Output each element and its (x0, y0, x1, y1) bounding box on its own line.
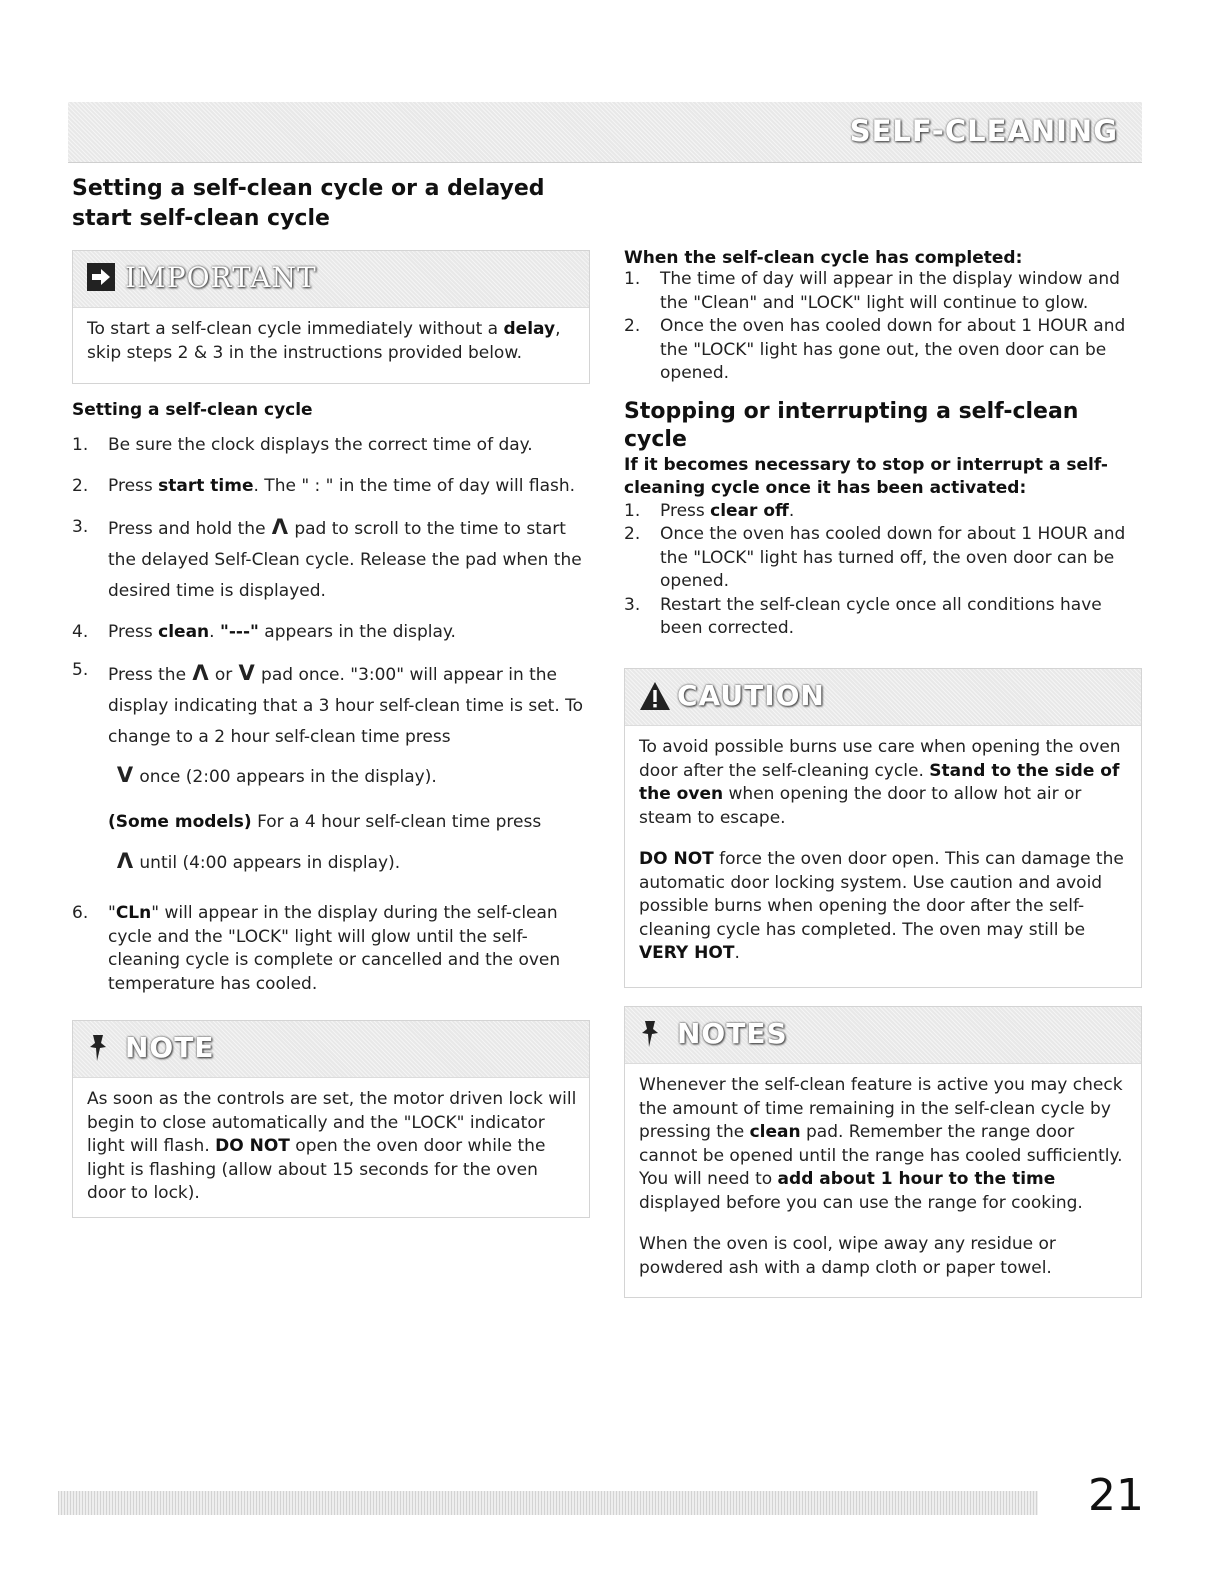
main-heading-line2: start self-clean cycle (72, 206, 330, 231)
caution-body (625, 726, 1141, 976)
step-text-post: appears in the display. (258, 622, 456, 642)
step5-up-text: until (4:00 appears in display). (134, 853, 401, 873)
warning-icon (639, 681, 671, 711)
step5-models-text: For a 4 hour self-clean time press (251, 812, 542, 832)
some-models-label: (Some models) (108, 812, 252, 832)
notes-p1-bold2: add about 1 hour to the time (777, 1169, 1056, 1189)
important-text (87, 318, 577, 365)
caution-paragraph-2 (639, 848, 1129, 966)
stopping-step-2 (624, 523, 1140, 594)
dashes-label: "---" (219, 622, 259, 642)
caution-p2-end: . (734, 943, 740, 963)
note-text-post: open the oven door while the light is flashing (allow about 15 seconds for the oven door to lock). (87, 1136, 546, 1203)
start-time-label: start time (158, 476, 254, 496)
step5-down-text: once (2:00 appears in the display). (134, 767, 437, 787)
step-number: 3. (72, 517, 89, 537)
right-column (624, 248, 1140, 641)
pushpin-icon (87, 1033, 111, 1063)
step-number: 4. (72, 622, 89, 642)
setting-step-5 (72, 658, 588, 876)
important-header (73, 251, 589, 308)
step-text-pre: " (108, 903, 116, 923)
setting-step-4 (72, 617, 588, 648)
important-box (72, 250, 590, 384)
caution-title: CAUTION (677, 679, 825, 712)
caution-paragraph-1 (639, 736, 1129, 830)
step5-down-line (108, 763, 588, 790)
step-text-pre: Press and hold the (108, 519, 271, 539)
stopping-step-1 (624, 500, 1140, 524)
caution-p1-post: when opening the door to allow hot air or steam to escape. (639, 784, 1082, 828)
setting-heading: Setting a self-clean cycle (72, 400, 313, 420)
main-heading-line1: Setting a self-clean cycle or a delayed (72, 176, 545, 201)
caution-p2-bold: DO NOT (639, 849, 714, 869)
note-body (73, 1078, 589, 1216)
step-number: 1. (624, 500, 641, 521)
setting-step-1 (72, 430, 588, 461)
step-text-pre: Press (108, 476, 159, 496)
notes-p1-post: displayed before you can use the range for cooking. (639, 1192, 1083, 1213)
up-arrow-icon: Λ (271, 515, 289, 539)
notes-p1-pre: Whenever the self-clean feature is active you may check the amount of time remaining in the self-clean cycle by pressing the (639, 1075, 1123, 1142)
step-text-post: pad to scroll to the time to start the delayed Self-Clean cycle. Release the pad when the desired time is displayed. (108, 519, 582, 601)
clear-off-label: clear off (710, 500, 789, 521)
notes-box (624, 1006, 1142, 1298)
setting-step-6 (72, 902, 588, 996)
caution-p1-pre: To avoid possible burns use care when opening the oven door after the self-cleaning cycle. (639, 737, 1121, 781)
important-text-post: , skip steps 2 & 3 in the instructions provided below. (87, 319, 561, 363)
step-text-post: . (788, 500, 795, 521)
step-text-post: pad once. "3:00" will appear in the display indicating that a 3 hour self-clean time is set. To change to a 2 hour self-clean time press (108, 665, 584, 747)
step-number: 6. (72, 903, 89, 923)
completed-step-2 (624, 315, 1140, 386)
notes-paragraph-1 (639, 1074, 1129, 1215)
completed-step-1 (624, 268, 1140, 315)
caution-p2-text: force the oven door open. This can damage the automatic door locking system. Use caution and avoid possible burns when opening the door after the self-cleaning cycle has completed. The oven may still be (639, 849, 1124, 940)
caution-p1-bold: Stand to the side of the oven (639, 760, 1120, 804)
setting-step-3 (72, 512, 588, 607)
notes-paragraph-2: When the oven is cool, wipe away any residue or powdered ash with a damp cloth or paper towel. (639, 1234, 1056, 1278)
step-text-post: " will appear in the display during the self-clean cycle and the "LOCK" light will glow until the self-cleaning cycle is complete or cancelled and the oven temperature has cooled. (108, 903, 561, 994)
note-text (87, 1088, 577, 1206)
down-arrow-icon: V (238, 661, 255, 685)
main-heading (72, 174, 592, 234)
step5-main (108, 658, 588, 753)
note-text-bold: DO NOT (215, 1136, 290, 1156)
step-text: The time of day will appear in the display window and the "Clean" and "LOCK" light will continue to glow. (660, 269, 1120, 313)
notes-header (625, 1007, 1141, 1064)
cln-label: CLn (115, 903, 152, 923)
setting-section (72, 400, 588, 1006)
footer-band (58, 1491, 1038, 1515)
notes-p1-mid: pad. Remember the range door cannot be opened until the range has cooled sufficiently. You will need to (639, 1122, 1123, 1189)
step-number: 2. (624, 524, 641, 544)
caution-header (625, 669, 1141, 726)
step-text-post: . The " : " in the time of day will flash. (253, 476, 576, 496)
important-body (73, 308, 589, 375)
step-number: 1. (624, 269, 641, 289)
page-number: 21 (1088, 1470, 1144, 1521)
stopping-subheading: If it becomes necessary to stop or interrupt a self-cleaning cycle once it has been activated: (624, 454, 1108, 498)
setting-step-2 (72, 471, 588, 502)
note-box (72, 1020, 590, 1218)
step-number: 1. (72, 435, 89, 455)
step-text: Restart the self-clean cycle once all conditions have been corrected. (660, 594, 1102, 638)
step5-up-line (108, 849, 588, 876)
important-title: IMPORTANT (125, 261, 317, 294)
notes-p1-bold: clean (749, 1122, 801, 1142)
caution-p2-bold2: VERY HOT (639, 943, 735, 963)
notes-body (625, 1064, 1141, 1290)
step-text-or: or (209, 665, 238, 685)
step-text: Once the oven has cooled down for about 1 HOUR and the "LOCK" light has turned off, the oven door can be opened. (660, 524, 1126, 591)
step5-models-line (108, 810, 588, 835)
section-title: SELF-CLEANING (849, 114, 1118, 148)
notes-title: NOTES (677, 1017, 788, 1050)
step-number: 5. (72, 660, 89, 680)
step-text-mid: . (209, 622, 220, 642)
step-number: 2. (72, 476, 89, 496)
pushpin-icon (639, 1019, 663, 1049)
header-band (68, 102, 1142, 163)
stopping-heading: Stopping or interrupting a self-clean cycle (624, 398, 1079, 452)
step-text-pre: Press the (108, 665, 192, 685)
step-text-pre: Press (108, 622, 159, 642)
step-text-pre: Press (660, 500, 711, 521)
note-text-pre: As soon as the controls are set, the motor driven lock will begin to close automatically and the "LOCK" indicator light will flash. (87, 1089, 577, 1156)
step-text: Once the oven has cooled down for about 1 HOUR and the "LOCK" light has gone out, the oven door can be opened. (660, 316, 1126, 383)
step-number: 2. (624, 316, 641, 336)
up-arrow-icon: Λ (192, 661, 209, 685)
important-text-bold: delay (503, 319, 556, 339)
up-arrow-icon: Λ (116, 849, 134, 873)
arrow-right-icon (87, 263, 115, 291)
caution-box (624, 668, 1142, 988)
step-number: 3. (624, 594, 641, 615)
note-header (73, 1021, 589, 1078)
completed-heading: When the self-clean cycle has completed: (624, 248, 1023, 268)
stopping-step-3 (624, 594, 1140, 641)
important-text-pre: To start a self-clean cycle immediately without a (87, 319, 504, 339)
clean-label: clean (158, 622, 210, 642)
step-text: Be sure the clock displays the correct time of day. (108, 435, 533, 455)
note-title: NOTE (125, 1031, 215, 1064)
down-arrow-icon: V (116, 763, 134, 787)
